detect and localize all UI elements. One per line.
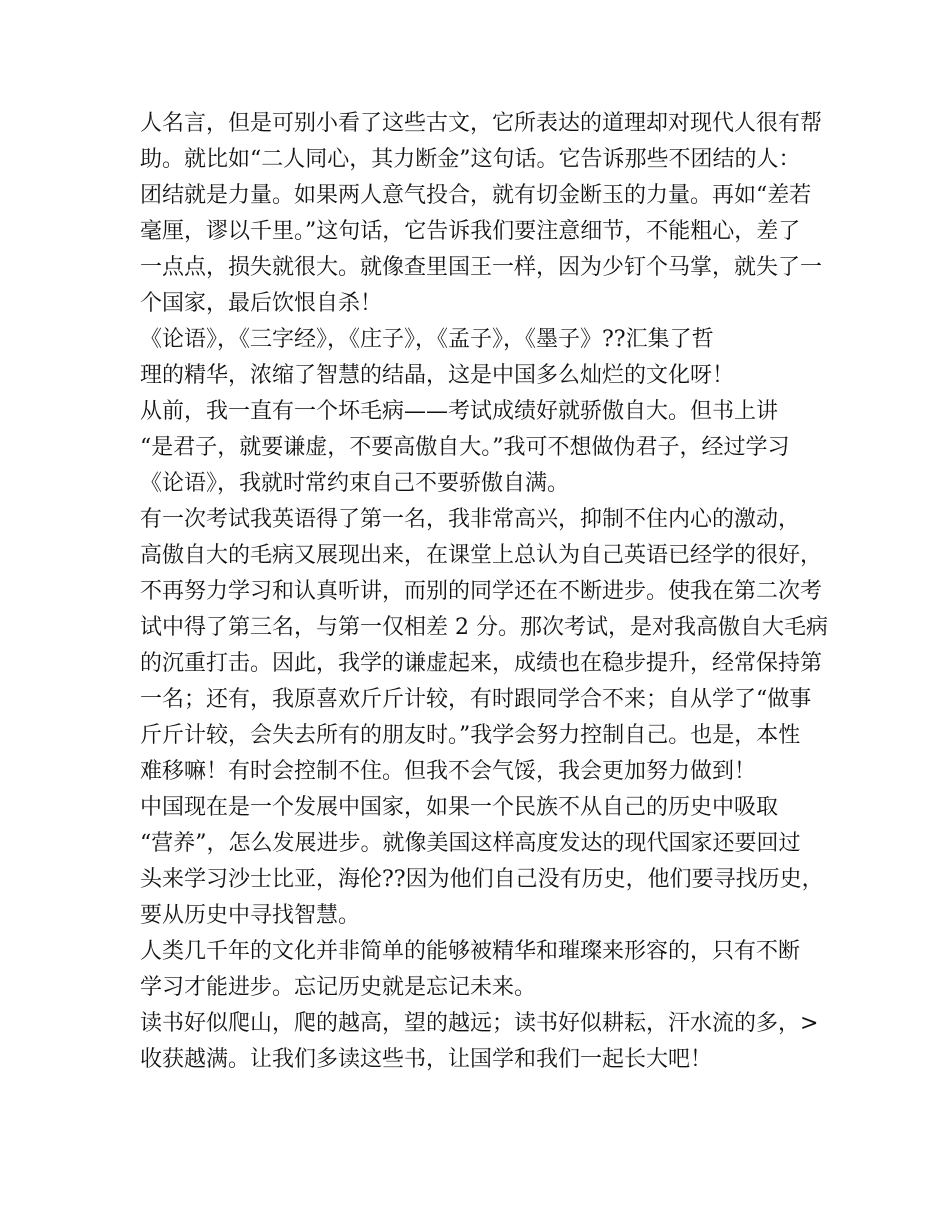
text-line: 一点点，损失就很大。就像查里国王一样，因为少钉个马掌，就失了一 [140,255,823,280]
text-line: 有一次考试我英语得了第一名，我非常高兴，抑制不住内心的激动， [140,507,801,532]
text-line: 人名言，但是可别小看了这些古文，它所表达的道理却对现代人很有帮 [140,111,823,136]
text-line: 高傲自大的毛病又展现出来，在课堂上总认为自己英语已经学的很好， [140,543,823,568]
text-line: 《论语》，《三字经》，《庄子》，《孟子》，《墨子》??汇集了哲 [140,327,714,352]
text-line: 中国现在是一个发展中国家，如果一个民族不从自己的历史中吸取 [140,795,779,820]
text-line: 读书好似爬山，爬的越高，望的越远；读书好似耕耘，汗水流的多，> [140,1011,819,1036]
text-line: 难移嘛！有时会控制不住。但我不会气馁，我会更加努力做到！ [140,759,757,784]
text-line: 助。就比如“二人同心，其力断金”这句话。它告诉那些不团结的人： [140,147,801,172]
text-line: 毫厘，谬以千里。”这句话，它告诉我们要注意细节，不能粗心，差了 [140,219,801,244]
text-line: 一名；还有，我原喜欢斤斤计较，有时跟同学合不来；自从学了“做事 [140,687,812,712]
text-line: 《论语》，我就时常约束自己不要骄傲自满。 [140,471,570,496]
text-line: 理的精华，浓缩了智慧的结晶，这是中国多么灿烂的文化呀！ [140,363,735,388]
text-line: 收获越满。让我们多读这些书，让国学和我们一起长大吧！ [140,1047,713,1072]
text-line: 团结就是力量。如果两人意气投合，就有切金断玉的力量。再如“差若 [140,183,812,208]
text-line: 学习才能进步。忘记历史就是忘记未来。 [140,975,537,1000]
document-body [140,106,828,1078]
text-line: 个国家，最后饮恨自杀！ [140,291,383,316]
text-line: 从前，我一直有一个坏毛病——考试成绩好就骄傲自大。但书上讲 [140,399,779,424]
text-line: 的沉重打击。因此，我学的谦虚起来，成绩也在稳步提升，经常保持第 [140,651,823,676]
text-line: 试中得了第三名，与第一仅相差 2 分。那次考试，是对我高傲自大毛病 [140,615,828,640]
text-line: 不再努力学习和认真听讲，而别的同学还在不断进步。使我在第二次考 [140,579,823,604]
text-line: 头来学习沙士比亚，海伦??因为他们自己没有历史，他们要寻找历史， [140,867,824,892]
text-line: “是君子，就要谦虚，不要高傲自大。”我可不想做伪君子，经过学习 [140,435,790,460]
text-line: 人类几千年的文化并非简单的能够被精华和璀璨来形容的，只有不断 [140,939,801,964]
text-line: “营养”，怎么发展进步。就像美国这样高度发达的现代国家还要回过 [140,831,801,856]
text-line: 斤斤计较，会失去所有的朋友时。”我学会努力控制自己。也是，本性 [140,723,801,748]
text-line: 要从历史中寻找智慧。 [140,903,361,928]
